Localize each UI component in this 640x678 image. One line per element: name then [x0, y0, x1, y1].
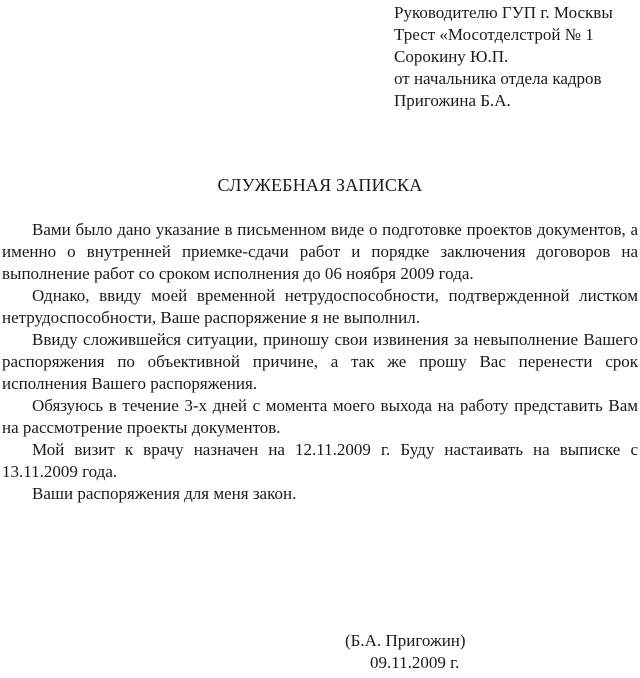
- addressee-block: [394, 2, 640, 112]
- addressee-line: Руководителю ГУП г. Москвы: [394, 3, 613, 22]
- addressee-line: Трест «Мосотделстрой № 1: [394, 25, 594, 44]
- signature-block: [345, 630, 545, 674]
- document-title: СЛУЖЕБНАЯ ЗАПИСКА: [217, 175, 423, 195]
- addressee-line: от начальника отдела кадров: [394, 69, 602, 88]
- signature-name: (Б.А. Пригожин): [345, 631, 466, 650]
- addressee-line: Пригожина Б.А.: [394, 91, 511, 110]
- body-paragraph: Ваши распоряжения для меня закон.: [32, 484, 297, 503]
- signature-date: 09.11.2009 г.: [370, 653, 460, 672]
- body-paragraph: Однако, ввиду моей временной нетрудоспособности, подтвержденной листком нетрудоспособности, Ваше распоряжение я не выполнил.: [2, 286, 638, 327]
- body-paragraph: Обязуюсь в течение 3-х дней с момента моего выхода на работу представить Вам на рассмотрение проекты документов.: [2, 396, 638, 437]
- addressee-line: Сорокину Ю.П.: [394, 47, 509, 66]
- body-paragraph: Вами было дано указание в письменном виде о подготовке проектов документов, а именно о внутренней приемке-сдачи работ и порядке заключения договоров на выполнение работ со сроком исполнения до 06 ноября 2009 года.: [2, 220, 638, 283]
- memo-body: [2, 219, 638, 505]
- body-paragraph: Мой визит к врачу назначен на 12.11.2009 г. Буду настаивать на выписке с 13.11.2009 года.: [2, 440, 638, 481]
- body-paragraph: Ввиду сложившейся ситуации, приношу свои извинения за невыполнение Вашего распоряжения по объективной причине, а так же прошу Вас перенести срок исполнения Вашего распоряжения.: [2, 330, 638, 393]
